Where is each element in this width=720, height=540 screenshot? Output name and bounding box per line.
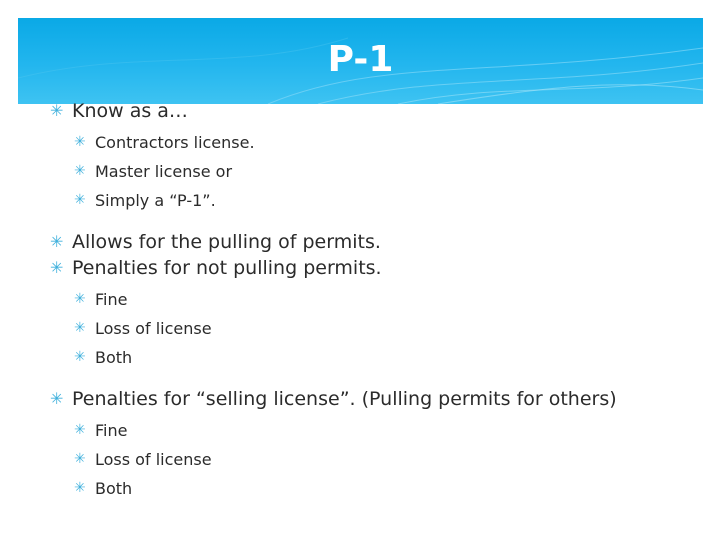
sub-bullet-asterisk-icon: ✳ <box>74 422 86 438</box>
bullet-text: Penalties for “selling license”. (Pulling permits for others) <box>72 388 617 410</box>
bullet-allows-permits <box>50 229 710 255</box>
bullet-asterisk-icon: ✳ <box>50 232 64 251</box>
bullet-text: Allows for the pulling of permits. <box>72 231 381 253</box>
bullet-text: Penalties for not pulling permits. <box>72 257 382 279</box>
sub-bullet-asterisk-icon: ✳ <box>74 163 86 179</box>
sub-bullet-text: Simply a “P-1”. <box>95 191 216 210</box>
title-banner <box>18 18 703 104</box>
sub-bullet-asterisk-icon: ✳ <box>74 480 86 496</box>
sub-bullet-asterisk-icon: ✳ <box>74 192 86 208</box>
sub-bullet-text: Loss of license <box>95 319 212 338</box>
bullet-know-as <box>50 98 710 124</box>
sub-bullet <box>50 285 710 314</box>
bullet-text: Know as a… <box>72 100 188 122</box>
bullet-asterisk-icon: ✳ <box>50 389 64 408</box>
sub-bullet <box>50 474 710 503</box>
sub-bullet-text: Fine <box>95 421 128 440</box>
bullet-asterisk-icon: ✳ <box>50 258 64 277</box>
sub-bullet-text: Contractors license. <box>95 133 255 152</box>
sub-bullet-text: Both <box>95 348 133 367</box>
slide-body <box>50 98 710 503</box>
sub-bullet-text: Loss of license <box>95 450 212 469</box>
bullet-penalties-selling <box>50 386 710 412</box>
slide-title: P-1 <box>327 39 394 80</box>
sub-bullet <box>50 416 710 445</box>
bullet-asterisk-icon: ✳ <box>50 101 64 120</box>
sub-bullet <box>50 157 710 186</box>
sub-bullet-asterisk-icon: ✳ <box>74 451 86 467</box>
sub-bullet <box>50 314 710 343</box>
sub-bullet <box>50 186 710 215</box>
sub-bullet <box>50 445 710 474</box>
sub-bullet-text: Fine <box>95 290 128 309</box>
sub-bullet-text: Both <box>95 479 133 498</box>
sub-bullet-text: Master license or <box>95 162 233 181</box>
sub-bullet-asterisk-icon: ✳ <box>74 291 86 307</box>
sub-bullet-asterisk-icon: ✳ <box>74 320 86 336</box>
sub-bullet-asterisk-icon: ✳ <box>74 134 86 150</box>
sub-bullet <box>50 128 710 157</box>
sub-bullet-asterisk-icon: ✳ <box>74 349 86 365</box>
bullet-penalties-not-pulling <box>50 255 710 281</box>
sub-bullet <box>50 343 710 372</box>
